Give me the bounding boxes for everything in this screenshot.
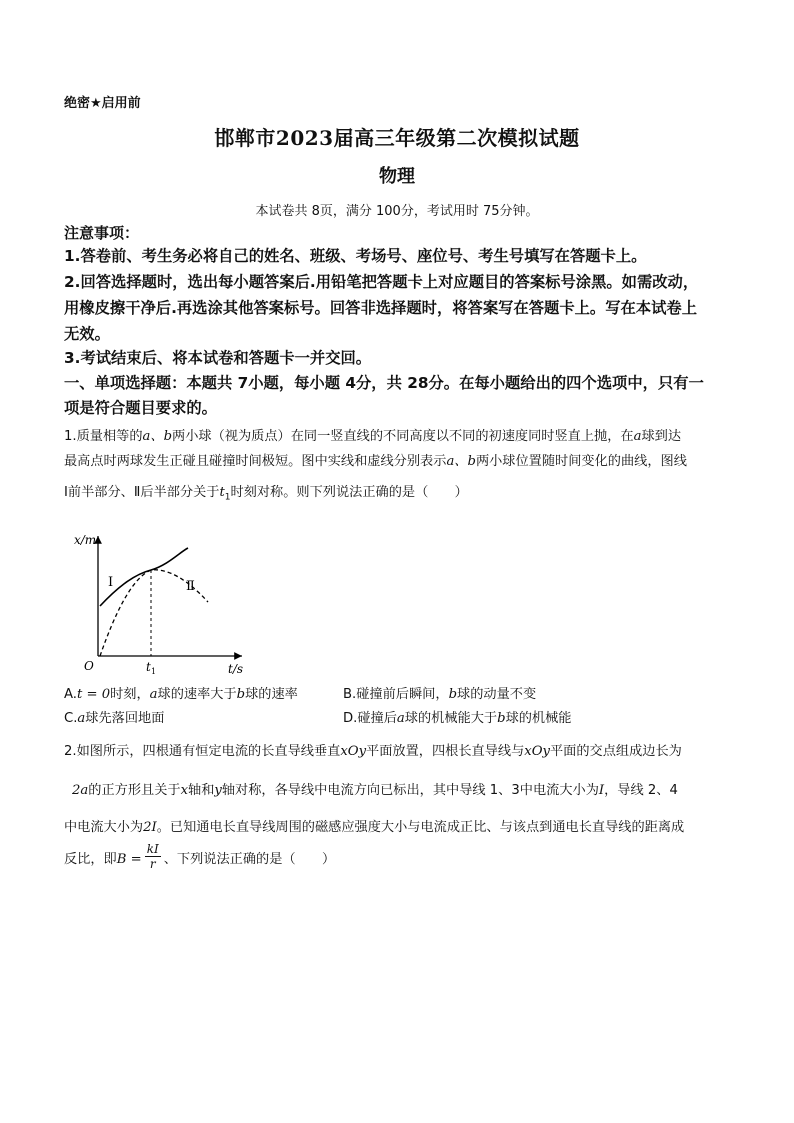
notes-line-4: 无效。 <box>64 325 110 343</box>
q2-line-4: 反比，即B = $\frac{kI}{r}$ 、下列说法正确的是（ ） <box>64 842 336 871</box>
q1-line-2: 最高点时两球发生正碰且碰撞时间极短。图中实线和虚线分别表示a、b两小球位置随时间变化的曲线，图线 <box>64 454 687 469</box>
y-axis-label: x/m <box>74 533 97 547</box>
curve-i <box>100 548 188 606</box>
notes-line-5: 3.考试结束后、将本试卷和答题卡一并交回。 <box>64 349 372 367</box>
formula-fraction: $\frac{kI}{r}$ <box>146 842 159 871</box>
q1-option-b[interactable]: B.碰撞前后瞬间，b球的动量不变 <box>343 687 537 702</box>
t1-sub-label: 1 <box>151 667 157 676</box>
notes-line-1: 1.答卷前、考生务必将自己的姓名、班级、考场号、座位号、考生号填写在答题卡上。 <box>64 247 647 265</box>
graph-svg <box>70 528 250 676</box>
curve-i-label: Ⅰ <box>108 575 114 590</box>
curve-ii-label: Ⅱ <box>186 579 195 594</box>
q1-option-d[interactable]: D.碰撞后a球的机械能大于b球的机械能 <box>343 711 572 726</box>
notes-line-2: 2.回答选择题时，选出每小题答案后.用铅笔把答题卡上对应题目的答案标号涂黑。如需改动， <box>64 273 699 291</box>
q1-position-time-graph <box>70 528 250 676</box>
q1-option-c[interactable]: C.a球先落回地面 <box>64 711 165 726</box>
notes-heading: 注意事项： <box>64 224 140 242</box>
section-heading-line-2: 项是符合题目要求的。 <box>64 399 217 417</box>
t1-label: t <box>146 660 151 674</box>
q1-line-3: Ⅰ前半部分、Ⅱ后半部分关于$t_1$时刻对称。则下列说法正确的是（ ） <box>64 485 468 503</box>
q1-option-a[interactable]: A.t = 0时刻，a球的速率大于b球的速率 <box>64 687 298 702</box>
confidential-mark: 绝密★启用前 <box>64 96 141 111</box>
exam-info: 本试卷共 8页，满分 100分，考试用时 75分钟。 <box>255 204 539 219</box>
notes-line-3: 用橡皮擦干净后.再选涂其他答案标号。回答非选择题时，将答案写在答题卡上。写在本试卷上 <box>64 299 697 317</box>
q2-line-3: 中电流大小为2I。已知通电长直导线周围的磁感应强度大小与电流成正比、与该点到通电长直导线的距离成 <box>64 820 685 835</box>
section-heading-line-1: 一、单项选择题：本题共 7小题，每小题 4分，共 28分。在每小题给出的四个选项中，只有一 <box>64 374 704 392</box>
q1-line-1: 1.质量相等的a、b两小球（视为质点）在同一竖直线的不同高度以不同的初速度同时竖直上抛，在a球到达 <box>64 429 682 444</box>
origin-label: O <box>84 659 94 673</box>
q2-line-1: 2.如图所示，四根通有恒定电流的长直导线垂直xOy平面放置，四根长直导线与xOy平面的交点组成边长为 <box>64 744 682 759</box>
subject-title: 物理 <box>379 166 415 187</box>
page-title: 邯郸市2023届高三年级第二次模拟试题 <box>214 126 580 150</box>
x-axis-label: t/s <box>228 662 244 676</box>
q2-line-2: 2a的正方形且关于x轴和y轴对称，各导线中电流方向已标出，其中导线 1、3中电流大小为I，导线 2、4 <box>72 783 678 798</box>
